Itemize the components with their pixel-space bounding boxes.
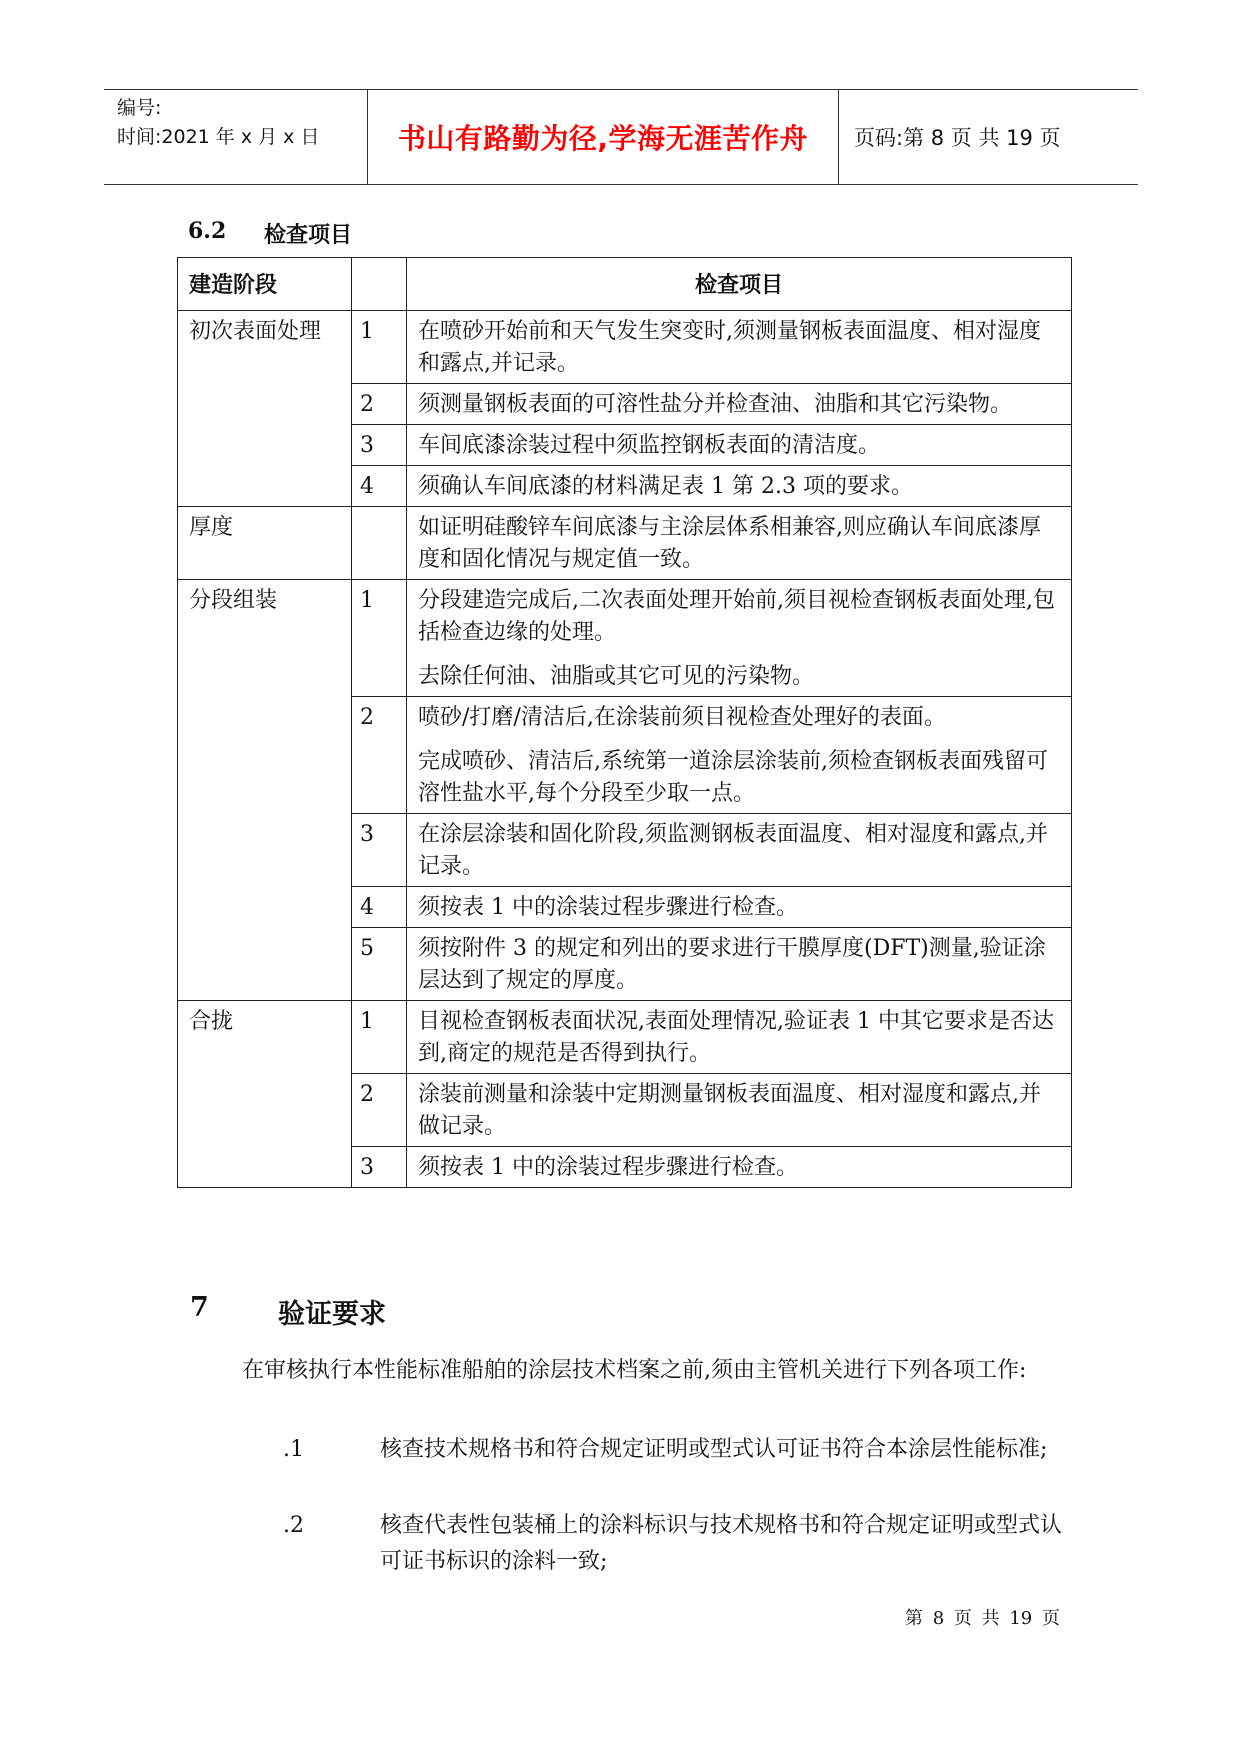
stage-cell: 合拢 xyxy=(178,1001,352,1188)
stage-cell: 分段组装 xyxy=(178,580,352,1001)
header-motto: 书山有路勤为径,学海无涯苦作舟 xyxy=(397,122,809,155)
item-text xyxy=(407,384,1072,425)
item-paragraph: 在喷砂开始前和天气发生突变时,须测量钢板表面温度、相对湿度和露点,并记录。 xyxy=(418,319,1041,376)
item-text xyxy=(407,1001,1072,1074)
item-number: 3 xyxy=(352,425,407,466)
table-row xyxy=(178,311,1072,384)
section-title: 检查项目 xyxy=(264,222,353,248)
item-text xyxy=(407,580,1072,697)
item-paragraph: 车间底漆涂装过程中须监控钢板表面的清洁度。 xyxy=(418,433,881,458)
page-footer: 第 8 页 共 19 页 xyxy=(905,1608,1060,1629)
section-7-heading xyxy=(190,1292,386,1331)
item-paragraph: 须确认车间底漆的材料满足表 1 第 2.3 项的要求。 xyxy=(418,474,913,499)
item-paragraph: 分段建造完成后,二次表面处理开始前,须目视检查钢板表面处理,包括检查边缘的处理。 xyxy=(418,588,1055,645)
item-text xyxy=(407,311,1072,384)
header-page-label: 页码:第 8 页 共 19 页 xyxy=(854,126,1061,150)
time-label: 时间:2021 年 x 月 x 日 xyxy=(117,126,320,148)
list-item-label: .1 xyxy=(283,1437,304,1462)
item-number: 1 xyxy=(352,311,407,384)
item-text xyxy=(407,928,1072,1001)
item-number: 4 xyxy=(352,887,407,928)
item-text xyxy=(407,507,1072,580)
item-paragraph: 喷砂/打磨/清洁后,在涂装前须目视检查处理好的表面。 xyxy=(418,705,946,730)
item-number: 2 xyxy=(352,1074,407,1147)
table-row xyxy=(178,1001,1072,1074)
item-paragraph: 须测量钢板表面的可溶性盐分并检查油、油脂和其它污染物。 xyxy=(418,392,1013,417)
list-item-text: 核查技术规格书和符合规定证明或型式认可证书符合本涂层性能标准; xyxy=(380,1437,1048,1462)
list-item xyxy=(190,1508,1066,1580)
item-text xyxy=(407,887,1072,928)
item-number: 1 xyxy=(352,580,407,697)
page-header xyxy=(104,89,1138,185)
item-number: 4 xyxy=(352,466,407,507)
header-divider xyxy=(838,90,839,184)
item-number: 2 xyxy=(352,384,407,425)
item-paragraph: 去除任何油、油脂或其它可见的污染物。 xyxy=(418,664,815,689)
section-title: 验证要求 xyxy=(278,1299,386,1330)
header-meta xyxy=(117,94,367,152)
item-number: 5 xyxy=(352,928,407,1001)
table-header-row xyxy=(178,258,1072,311)
item-paragraph: 须按表 1 中的涂装过程步骤进行检查。 xyxy=(418,1155,798,1180)
list-item-text: 核查代表性包装桶上的涂料标识与技术规格书和符合规定证明或型式认可证书标识的涂料一致; xyxy=(380,1513,1063,1574)
inspection-table xyxy=(177,257,1072,1188)
column-header-items: 检查项目 xyxy=(407,258,1072,311)
stage-cell: 厚度 xyxy=(178,507,352,580)
column-header-stage: 建造阶段 xyxy=(178,258,352,311)
item-number: 2 xyxy=(352,697,407,814)
item-paragraph: 目视检查钢板表面状况,表面处理情况,验证表 1 中其它要求是否达到,商定的规范是否得到执行。 xyxy=(418,1009,1054,1066)
item-text xyxy=(407,814,1072,887)
item-paragraph: 完成喷砂、清洁后,系统第一道涂层涂装前,须检查钢板表面残留可溶性盐水平,每个分段至少取一点。 xyxy=(418,749,1048,806)
item-text xyxy=(407,425,1072,466)
item-paragraph: 须按附件 3 的规定和列出的要求进行干膜厚度(DFT)测量,验证涂层达到了规定的厚度。 xyxy=(418,936,1046,993)
stage-cell: 初次表面处理 xyxy=(178,311,352,507)
table-row xyxy=(178,580,1072,697)
section-number: 7 xyxy=(190,1292,209,1323)
section-intro: 在审核执行本性能标准船舶的涂层技术档案之前,须由主管机关进行下列各项工作: xyxy=(242,1358,1027,1383)
table-body xyxy=(178,311,1072,1188)
item-number: 3 xyxy=(352,1147,407,1188)
item-text xyxy=(407,1147,1072,1188)
list-item xyxy=(190,1432,1066,1468)
table-row xyxy=(178,507,1072,580)
item-paragraph: 如证明硅酸锌车间底漆与主涂层体系相兼容,则应确认车间底漆厚度和固化情况与规定值一致。 xyxy=(418,515,1041,572)
item-paragraph: 在涂层涂装和固化阶段,须监测钢板表面温度、相对湿度和露点,并记录。 xyxy=(418,822,1048,879)
item-text xyxy=(407,697,1072,814)
number-label: 编号: xyxy=(117,97,162,119)
item-text xyxy=(407,1074,1072,1147)
item-paragraph: 须按表 1 中的涂装过程步骤进行检查。 xyxy=(418,895,798,920)
column-header-number xyxy=(352,258,407,311)
item-number: 1 xyxy=(352,1001,407,1074)
item-paragraph: 涂装前测量和涂装中定期测量钢板表面温度、相对湿度和露点,并做记录。 xyxy=(418,1082,1041,1139)
item-number xyxy=(352,507,407,580)
item-text xyxy=(407,466,1072,507)
list-item-label: .2 xyxy=(283,1513,304,1538)
section-6-2-heading xyxy=(188,218,352,249)
section-number: 6.2 xyxy=(188,218,227,244)
item-number: 3 xyxy=(352,814,407,887)
